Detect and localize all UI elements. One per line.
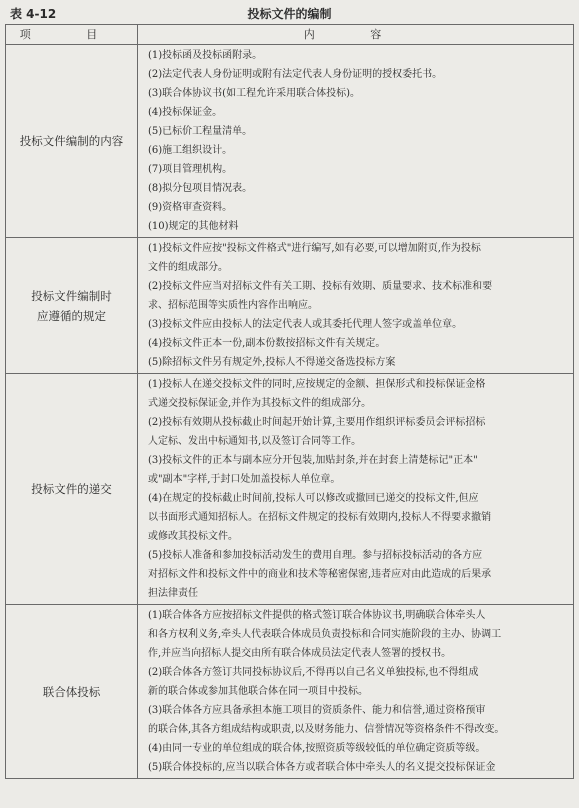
content-line: (1)联合体各方应按招标文件提供的格式签订联合体协议书,明确联合体牵头人: [148, 610, 486, 621]
content-line: 新的联合体或参加其他联合体在同一项目中投标。: [148, 686, 368, 697]
content-line: 式递交投标保证金,并作为其投标文件的组成部分。: [148, 398, 372, 409]
content-line: (5)投标人准备和参加投标活动发生的费用自理。参与招标投标活动的各方应: [148, 550, 483, 561]
row-item: 投标文件编制的内容: [6, 45, 138, 238]
row-content: [138, 605, 574, 779]
row-content: [138, 238, 574, 374]
content-line: (4)在规定的投标截止时间前,投标人可以修改或撤回已递交的投标文件,但应: [148, 493, 479, 504]
content-line: (2)投标文件应当对招标文件有关工期、投标有效期、质量要求、技术标准和要: [148, 281, 493, 292]
content-line: (4)由同一专业的单位组成的联合体,按照资质等级较低的单位确定资质等级。: [148, 743, 486, 754]
row-content: [138, 45, 574, 238]
content-line: (2)投标有效期从投标截止时间起开始计算,主要用作组织评标委员会评标招标: [148, 417, 486, 428]
content-line: (1)投标文件应按"投标文件格式"进行编写,如有必要,可以增加附页,作为投标: [148, 243, 481, 254]
content-line: (6)施工组织设计。: [148, 145, 233, 156]
content-line: 对招标文件和投标文件中的商业和技术等秘密保密,违者应对由此造成的后果承: [148, 569, 492, 580]
header-content: 内 容: [138, 25, 574, 45]
content-line: 或修改其投标文件。: [148, 531, 238, 542]
header-item: 项 目: [6, 25, 138, 45]
content-line: (2)联合体各方签订共同投标协议后,不得再以自己名义单独投标,也不得组成: [148, 667, 479, 678]
row-item: [6, 238, 138, 374]
content-line: (1)投标函及投标函附录。: [148, 50, 263, 61]
content-line: (5)联合体投标的,应当以联合体各方或者联合体中牵头人的名义提交投标保证金: [148, 762, 496, 773]
row-item: 投标文件的递交: [6, 374, 138, 605]
table-row: [6, 45, 574, 238]
content-line: 文件的组成部分。: [148, 262, 228, 273]
row-item-line: 投标文件编制时: [31, 288, 112, 303]
content-line: (3)联合体各方应具备承担本施工项目的资质条件、能力和信誉,通过资格预审: [148, 705, 486, 716]
content-line: 以书面形式通知招标人。在招标文件规定的投标有效期内,投标人不得要求撤销: [148, 512, 492, 523]
table-caption: [0, 0, 579, 26]
content-line: 或"副本"字样,于封口处加盖投标人单位章。: [148, 474, 341, 485]
content-line: (5)已标价工程量清单。: [148, 126, 253, 137]
content-line: (2)法定代表人身份证明或附有法定代表人身份证明的授权委托书。: [148, 69, 443, 80]
content-line: (3)联合体协议书(如工程允许采用联合体投标)。: [148, 88, 360, 99]
content-table: [5, 24, 574, 779]
row-item: 联合体投标: [6, 605, 138, 779]
content-line: (7)项目管理机构。: [148, 164, 233, 175]
content-line: (4)投标文件正本一份,副本份数按招标文件有关规定。: [148, 338, 386, 349]
table-title: 投标文件的编制: [247, 7, 332, 21]
content-line: (5)除招标文件另有规定外,投标人不得递交备选投标方案: [148, 357, 396, 368]
row-content: [138, 374, 574, 605]
row-item-line: 应遵循的规定: [37, 308, 106, 323]
content-line: 人定标、发出中标通知书,以及签订合同等工作。: [148, 436, 362, 447]
content-line: (8)拟分包项目情况表。: [148, 183, 253, 194]
content-line: 的联合体,其各方组成结构或职责,以及财务能力、信誉情况等资格条件不得改变。: [148, 724, 505, 735]
content-line: (10)规定的其他材料: [148, 221, 239, 232]
table-number: 表 4-12: [10, 7, 57, 21]
content-line: 作,并应当向招标人提交由所有联合体成员法定代表人签署的授权书。: [148, 648, 452, 659]
content-line: (4)投标保证金。: [148, 107, 223, 118]
table-row: [6, 605, 574, 779]
content-line: 担法律责任: [148, 588, 198, 599]
content-line: (3)投标文件的正本与副本应分开包装,加贴封条,并在封套上清楚标记"正本": [148, 455, 478, 466]
content-line: 求、招标范围等实质性内容作出响应。: [148, 300, 318, 311]
header-row: [6, 25, 574, 45]
content-line: (3)投标文件应由投标人的法定代表人或其委托代理人签字或盖单位章。: [148, 319, 463, 330]
table-row: [6, 374, 574, 605]
table-row: [6, 238, 574, 374]
content-line: (1)投标人在递交投标文件的同时,应按规定的金额、担保形式和投标保证金格: [148, 379, 486, 390]
content-line: (9)资格审查资料。: [148, 202, 233, 213]
content-line: 和各方权利义务,牵头人代表联合体成员负责投标和合同实施阶段的主办、协调工: [148, 629, 502, 640]
